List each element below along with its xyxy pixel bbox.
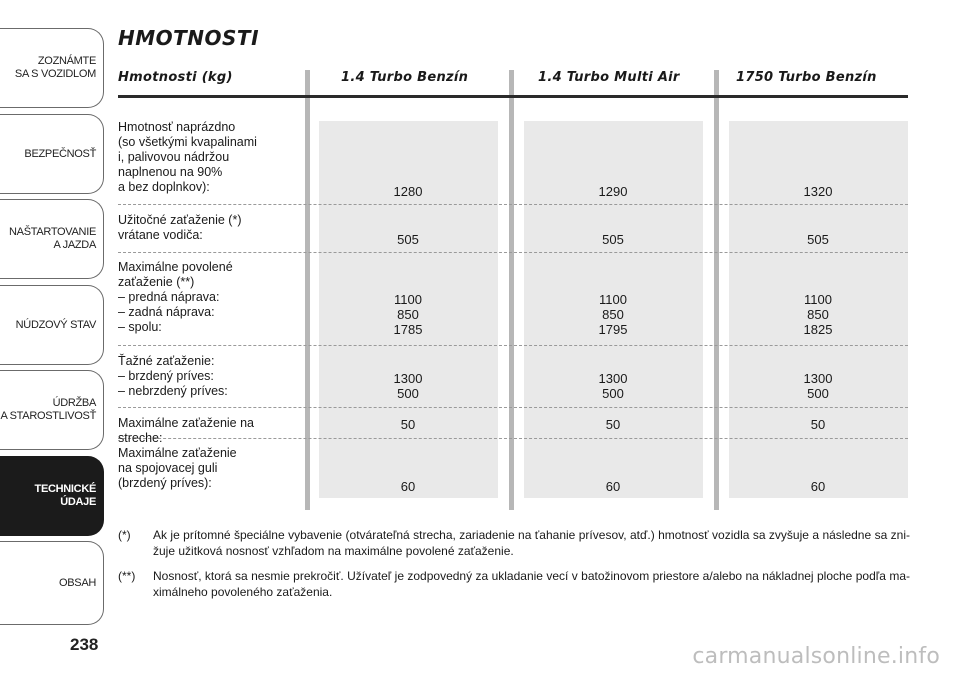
table-cell: 505: [397, 232, 419, 247]
table-cell: 505: [602, 232, 624, 247]
footnote-mark: (*): [118, 528, 131, 542]
table-cell: 60: [400, 479, 416, 494]
table-cell: 1100 850 1795: [598, 292, 628, 337]
table-cell: 1300 500: [803, 371, 833, 401]
column-separator: [714, 70, 719, 510]
footnote-text: Nosnosť, ktorá sa nesmie prekročiť. Užívateľ je zodpovedný za ukladanie vecí v batožinovom priestore a/alebo na nákladnej ploche podľa ma- ximálneho povoleného zaťaženia.: [153, 569, 910, 599]
table-cell: 1280: [393, 184, 423, 199]
column-header-1-4-turbo-multi-air: 1.4 Turbo Multi Air: [538, 70, 680, 85]
tab-technicke-udaje[interactable]: TECHNICKÉ ÚDAJE: [0, 456, 104, 536]
column-header-1-4-turbo-benzin: 1.4 Turbo Benzín: [341, 70, 469, 85]
table-cell: 1320: [803, 184, 833, 199]
table-cell: 1300 500: [598, 371, 628, 401]
column-separator: [305, 70, 310, 510]
watermark: carmanualsonline.info: [692, 644, 940, 669]
table-cell: 60: [810, 479, 826, 494]
page-number: 238: [70, 635, 99, 654]
table-header-label: Hmotnosti (kg): [118, 70, 233, 85]
table-cell: 1290: [598, 184, 628, 199]
table-cell: 50: [400, 417, 416, 432]
row-divider: [118, 204, 908, 205]
tab-obsah[interactable]: OBSAH: [0, 541, 104, 625]
header-rule: [118, 95, 908, 98]
footnote-text: Ak je prítomné špeciálne vybavenie (otvárateľná strecha, zariadenie na ťahanie prívesov, atď.) hmotnosť vozidla sa zvyšuje a následne sa zni- žuje užitková nosnosť vzhľadom na maximálne povolené zaťaženie.: [153, 528, 910, 558]
row-divider: [118, 407, 908, 408]
footnote-mark: (**): [118, 569, 136, 583]
tab-bezpecnost[interactable]: BEZPEČNOSŤ: [0, 114, 104, 194]
row-divider: [118, 345, 908, 346]
page-title: HMOTNOSTI: [118, 26, 260, 50]
row-label-max-permitted-load: Maximálne povolené zaťaženie (**) – predná náprava: – zadná náprava: – spolu:: [118, 260, 233, 334]
row-label-towing-load: Ťažné zaťaženie: – brzdený príves: – nebrzdený príves:: [118, 354, 228, 398]
row-label-payload: Užitočné zaťaženie (*) vrátane vodiča:: [118, 213, 242, 242]
table-cell: 50: [605, 417, 621, 432]
column-separator: [509, 70, 514, 510]
table-cell: 50: [810, 417, 826, 432]
row-label-empty-weight: Hmotnosť naprázdno (so všetkými kvapalinami i, palivovou nádržou naplnenou na 90% a bez doplnkov):: [118, 120, 257, 194]
tab-zoznamte-sa-s-vozidlom[interactable]: ZOZNÁMTE SA S VOZIDLOM: [0, 28, 104, 108]
column-header-1750-turbo-benzin: 1750 Turbo Benzín: [736, 70, 877, 85]
table-cell: 1100 850 1825: [803, 292, 833, 337]
table-cell: 505: [807, 232, 829, 247]
table-cell: 60: [605, 479, 621, 494]
row-label-tow-ball-load: Maximálne zaťaženie na spojovacej guli (brzdený príves):: [118, 446, 237, 490]
row-label-roof-load: Maximálne zaťaženie na streche:: [118, 416, 255, 445]
tab-nastartovanie-a-jazda[interactable]: NAŠTARTOVANIE A JAZDA: [0, 199, 104, 279]
table-cell: 1300 500: [393, 371, 423, 401]
row-divider: [118, 252, 908, 253]
tab-nudzovy-stav[interactable]: NÚDZOVÝ STAV: [0, 285, 104, 365]
table-cell: 1100 850 1785: [393, 292, 423, 337]
tab-udrzba-a-starostlivost[interactable]: ÚDRŽBA A STAROSTLIVOSŤ: [0, 370, 104, 450]
